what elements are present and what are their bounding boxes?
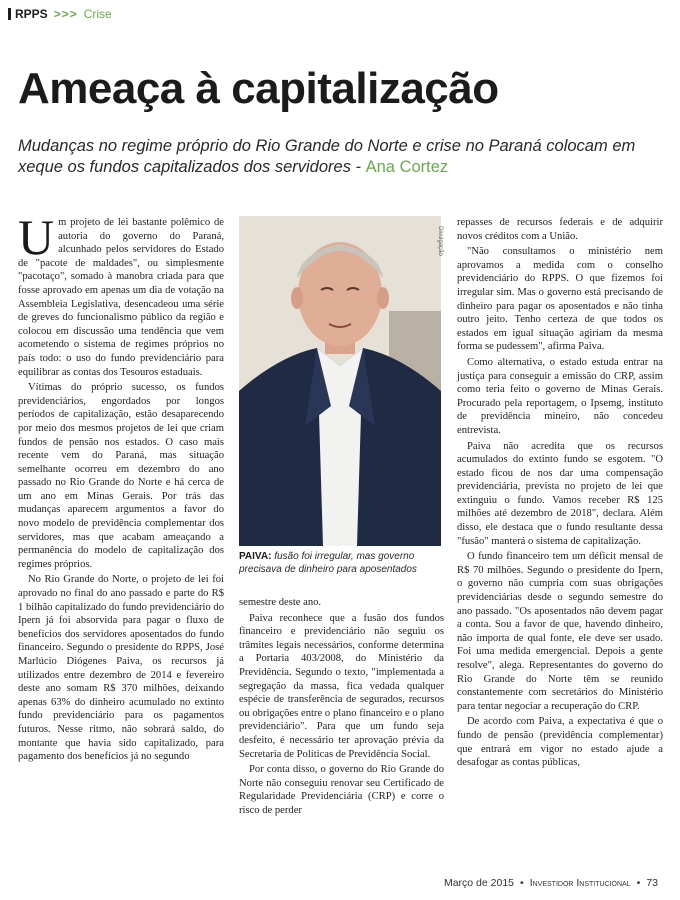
text-column-1: [18, 209, 224, 884]
page-footer: [444, 877, 658, 889]
text-column-3: [457, 216, 663, 884]
portrait-illustration: [239, 216, 444, 546]
author-name: Ana Cortez: [365, 158, 449, 176]
publication-name: Investidor Institucional: [529, 877, 631, 889]
text-column-2: [239, 596, 444, 884]
paragraph: O fundo financeiro tem um déficit mensal de R$ 70 milhões. Segundo o presidente do Ipern, o governo não cumpria com suas obrigações previdenciárias desde o segundo semestre do ano passado. "Os aposentados não devem pagar a conta. Sou a favor de que, havendo dinheiro, não importa de qual fonte, ele deve ser usado. Foi uma medida emergencial. Depois a gente resolve", alega. Representantes do governo do Rio Grande do Norte têm se reunido constantemente com secretários do Ministério para tentar negociar a recuperação do CRP.: [457, 551, 663, 712]
paragraph: Paiva reconhece que a fusão dos fundos financeiro e previdenciário não seguiu os trâmites legais necessários, conforme determina a Portaria 403/2008, do Ministério da Previdência. Segundo o texto, "implementada a segregação da massa, fica vedada qualquer espécie de transferência de segurados, recursos ou obrigações entre o plano financeiro e o plano previdenciário". Para que um fundo seja desfeito, é necessário ter aprovação prévia da Secretaria de Políticas de Previdência Social.: [239, 612, 444, 760]
section-topic: Crise: [83, 7, 112, 21]
article-subtitle: [18, 136, 658, 178]
paragraph: [18, 209, 224, 379]
paragraph-text: m projeto de lei bastante polêmico de autoria do governo do Paraná, alcunhado pelos servidores do Estado de "pacote de maldades", ou simplesmente "pacotaço", somado à manobra criada para que fosse aprovado em apenas um dia de votação na Assembleia Legislativa, desencadeou uma série de greves do funcionalismo público da região e colocou em discussão uma tendência que vem acometendo o sistema de regimes próprios no país todo: o uso do fundo previdenciário para equilibrar as contas dos Tesouros estaduais.: [18, 217, 224, 378]
section-arrows: >>>: [53, 7, 78, 21]
subtitle-text: Mudanças no regime próprio do Rio Grande do Norte e crise no Paraná colocam em xeque os fundos capitalizados dos servidores -: [18, 137, 636, 176]
portrait-photo: [239, 216, 444, 546]
caption-text: fusão foi irregular, mas governo precisava de dinheiro para aposentados: [239, 551, 417, 575]
paragraph: Como alternativa, o estado estuda entrar na justiça para conseguir a emissão do CRP, assim como teria feito o governo de Minas Gerais. Procurado pela reportagem, o Ipsemg, instituto de previdência mineiro, não concedeu entrevista.: [457, 356, 663, 436]
paragraph: De acordo com Paiva, a expectativa é que o fundo de pensão (previdência complementar) que entrará em vigor no estado ajude a desafogar as contas públicas,: [457, 716, 663, 769]
paragraph: "Não consultamos o ministério nem aprovamos a medida com o conselho previdenciário do RPPS. O que fizemos foi irregular sim. Mas o governo está precisando de dinheiro para pagar os aposentados e não tinha outro jeito. Tenho certeza de que todos os estados em igual situação agiriam da mesma forma se pudessem", afirma Paiva.: [457, 246, 663, 353]
drop-cap: U: [18, 209, 55, 265]
paragraph: Por conta disso, o governo do Rio Grande do Norte não conseguiu renovar seu Certificado de Regularidade Previdenciária (CRP) e corre o risco de perder: [239, 764, 444, 816]
caption-label: PAIVA:: [239, 551, 272, 562]
paragraph: Paiva não acredita que os recursos acumulados do extinto fundo se esgotem. "O estado ficou de nos dar uma compensação previdenciária, prevista no projeto de lei que extinguiu o fundo. Vamos receber R$ 125 milhões até dezembro de 2018", declara. Além disso, ele destaca que o fundo resultante dessa "fusão" manterá o sistema de capitalização.: [457, 440, 663, 547]
article-title: Ameaça à capitalização: [18, 64, 499, 113]
paragraph: No Rio Grande do Norte, o projeto de lei foi aprovado no final do ano passado e parte do R$ 1 bilhão capitalizado do fundo previdenciário do Ipern já foi absorvida para pagar o fluxo de benefícios dos servidores aposentados do fundo financeiro. Segundo o presidente do RPPS, José Marlúcio Diógenes Paiva, os recursos já utilizados entre dezembro de 2014 e fevereiro deste ano somam R$ 370 milhões, deixando apenas 63% do dinheiro acumulado no extinto fundo previdenciário para os pagamentos futuros. Nesse ritmo, não sobrará saldo, do montante que havia sido capitalizado, para pagamento dos benefícios já no segundo: [18, 574, 224, 763]
photo-caption: [239, 550, 445, 576]
footer-separator: •: [520, 877, 524, 889]
page-number: 73: [646, 877, 658, 889]
section-marker: [8, 8, 11, 20]
paragraph: repasses de recursos federais e de adquirir novos créditos com a União.: [457, 217, 663, 242]
paragraph: semestre deste ano.: [239, 597, 322, 608]
section-label: RPPS: [15, 7, 48, 21]
photo-credit: Divulgação: [437, 226, 444, 256]
section-header: [8, 6, 112, 22]
issue-date: Março de 2015: [443, 877, 514, 889]
footer-separator: •: [636, 877, 641, 889]
paragraph: Vítimas do próprio sucesso, os fundos previdenciários, engordados por longos períodos de capitalização, estão desaparecendo por meio dos mesmos projetos de lei que criam fundos de pensão nos estados. O caso mais recente vem do Paraná, mas situação semelhante ocorreu em dezembro do ano passado no Rio Grande do Norte e há cerca de um ano em Minas Gerais. Por trás das mudanças aparecem argumentos a favor do novo modelo de previdência complementar dos servidores, mas que acabam ameaçando a permanência do modelo de capitalização dos regimes próprios.: [18, 382, 224, 570]
